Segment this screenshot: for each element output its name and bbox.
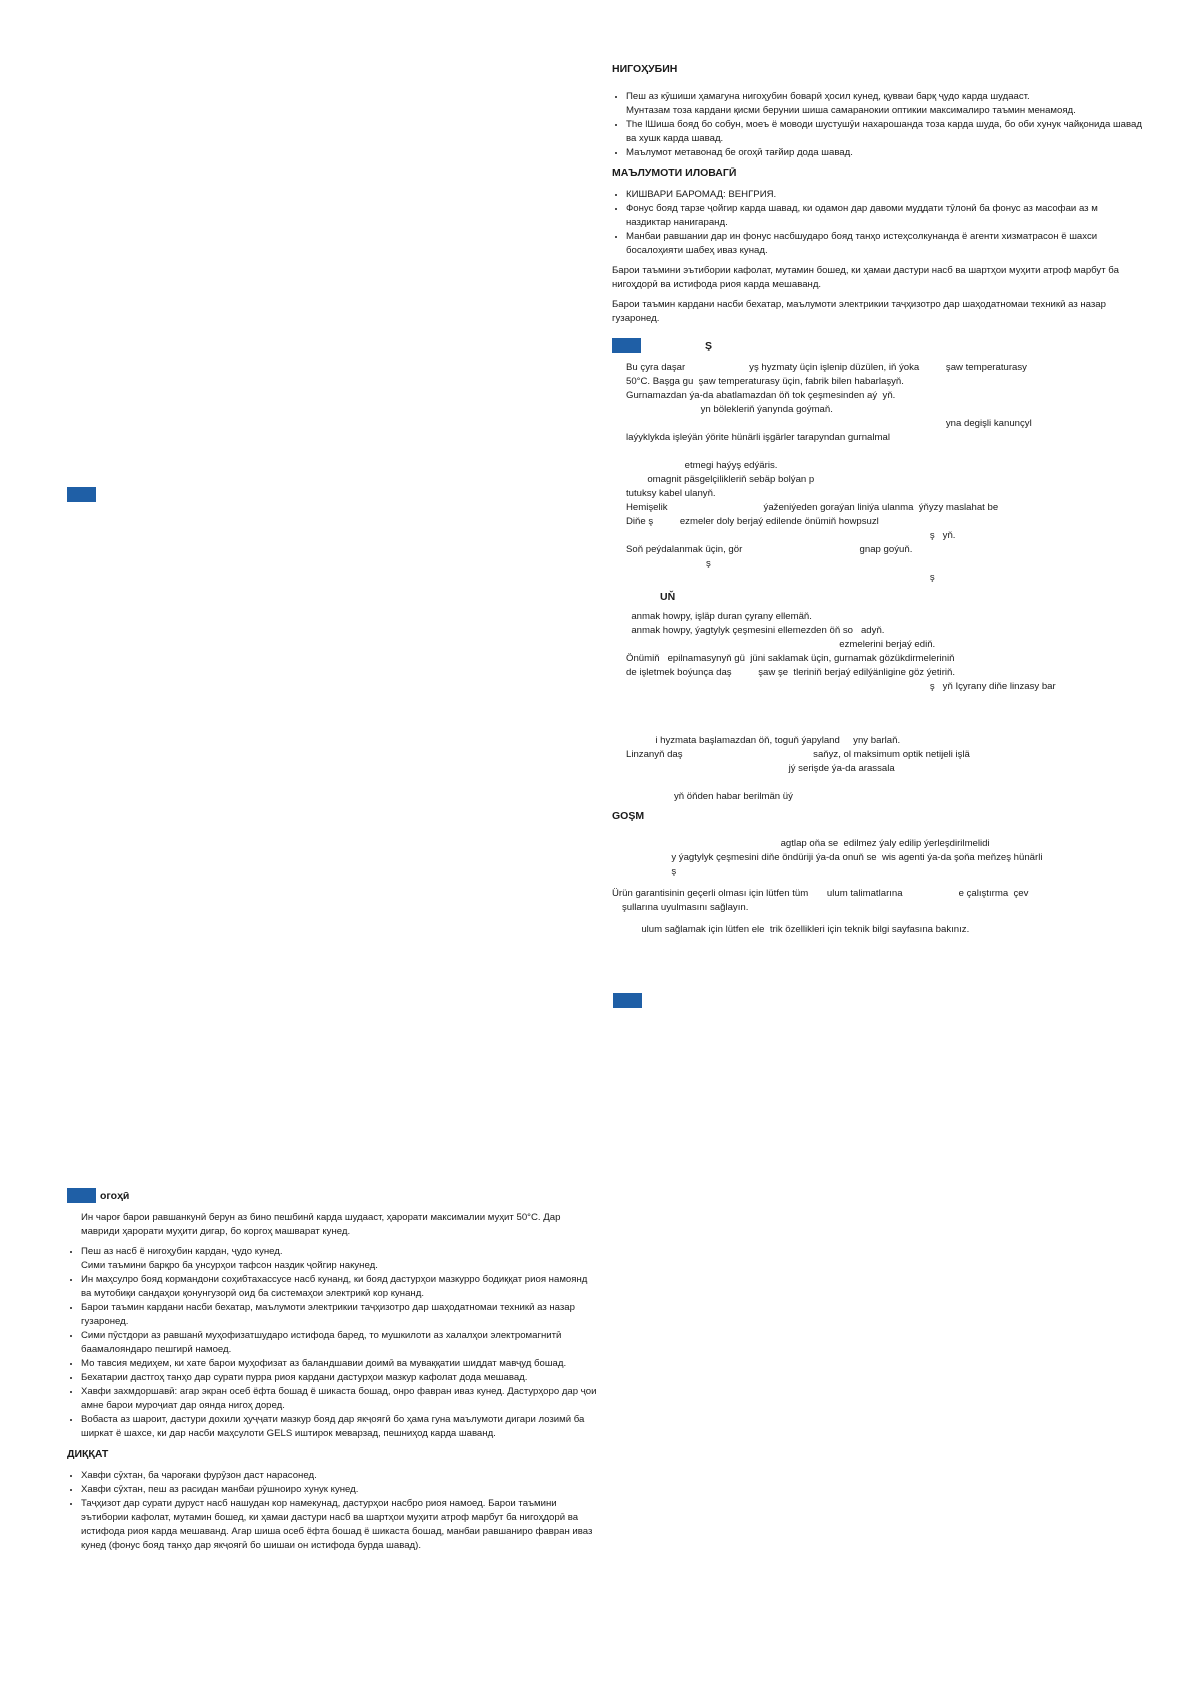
paragraph: Барои таъмин кардани насби бехатар, маълумоти электрикии таҷҳизотро дар шаҳодатномаи техникӣ аз назар гузаронед. [612, 299, 1106, 324]
list-item: • Хавфи сӯхтан, ба чароғаки фурӯзон даст нарасонед. [81, 1469, 597, 1483]
right-column [612, 62, 1142, 937]
turkmen-lines-4 [612, 837, 1142, 879]
paragraph: ulum sağlamak için lütfen ele trik özellikleri için teknik bilgi sayfasına bakınız. [612, 924, 970, 935]
text-line: yn bölekleriň ýanynda goýmaň. [626, 404, 833, 415]
list-item: • КИШВАРИ БАРОМАД: ВЕНГРИЯ. [626, 188, 1142, 202]
caution-list [67, 1469, 597, 1553]
text-line: Bu çyra daşar yş hyzmaty üçin işlenip düzülen, iň ýoka şaw temperaturasy [626, 362, 1027, 373]
paragraph: Барои таъмини эътибории кафолат, мутамин бошед, ки ҳамаи дастури насб ва шартҳои муҳити атроф марбут ба нигоҳдорӣ ва истифода риоя карда мешаванд. [612, 265, 1119, 290]
additional-list [612, 188, 1142, 258]
heading-turkmen-additional: GOŞM [612, 809, 645, 822]
text-line: anmak howpy, ýagtylyk çeşmesini ellemezden öň so adyň. [626, 625, 885, 636]
list-item: • Хавфи захмдоршавӣ: агар экран осеб ёфта бошад ё шикаста бошад, онро фавран иваз кунед. Дастурҳоро дар ҷои амне барои муроҷиат дар оянда нигоҳ доред. [81, 1385, 597, 1413]
text-line: Diňe ş ezmeler doly berjaý edilende önümiň howpsuzl [626, 515, 879, 527]
language-marker [612, 338, 641, 353]
language-marker [67, 1188, 96, 1203]
list-item: • Вобаста аз шароит, дастури дохили ҳуҷҷати мазкур бояд дар якҷоягӣ бо ҳама гуна маълумоти дигари лозимӣ ба ширкат ё шахсе, ки дар насби маҳсулоти GELS иштирок меварзад, пешниҳод карда шаванд. [81, 1413, 597, 1441]
maintenance-list [612, 90, 1142, 160]
list-item: • Таҷҳизот дар сурати дуруст насб нашудан кор намекунад, дастурҳои насбро риоя намоед. Барои таъмини эътибории кафолат, мутамин бошед, ки ҳамаи дастури насб ва шартҳои муҳити атроф марбут ба нигоҳдорӣ ва истифода риоя карда мешаванд. Агар шиша осеб ёфта бошад ё шикаста бошад, манбаи равшаниро фавран иваз кунед (фонус бояд танҳо дар якҷоягӣ бо шишаи он истифода бурда шавад). [81, 1497, 597, 1553]
text-line: Linzanyň daş saňyz, ol maksimum optik netijeli işlä [626, 749, 970, 760]
text-line [626, 776, 1142, 790]
turkmen-section [612, 338, 1142, 937]
heading-turkmen: Ş [612, 338, 1142, 353]
text-line: etmegi haýyş edýäris. [626, 459, 778, 471]
text-line: yň öňden habar berilmän üý [626, 790, 793, 802]
list-item: • The lШиша бояд бо собун, моеъ ё моводи шустушӯи нахарошанда тоза карда шуда, бо оби хунук чайқонида шавад ва хушк карда шавад. [626, 118, 1142, 146]
text-line: de işletmek boýunça daş şaw şe tleriniň berjaý edilýänligine göz ýetiriň. [626, 667, 956, 678]
language-marker-left-mid [67, 487, 96, 502]
list-item: Сими таъмини барқро ба унсурҳои тафсон наздик ҷойгир накунед. [81, 1260, 378, 1271]
list-item: • Хавфи сӯхтан, пеш аз расидан манбаи рӯшноиро хунук кунед. [81, 1483, 597, 1497]
text-line: laýyklykda işleýän ýörite hünärli işgärler tarapyndan gurnalmal [626, 432, 890, 443]
text-line: yna degişli kanunçyl [626, 418, 1032, 429]
turkmen-lines-2 [612, 610, 1142, 694]
heading-caution: ДИҚҚАТ [67, 1448, 109, 1460]
warning-list [67, 1245, 597, 1441]
list-item: • Манбаи равшании дар ин фонус насбшударо бояд танҳо истеҳсолкунанда ё агенти хизматрасон ё шахси босалоҳияти шабеҳ иваз кунад. [626, 230, 1142, 258]
list-item: • Барои таъмин кардани насби бехатар, маълумоти электрикии таҷҳизотро дар шаҳодатномаи техникӣ аз назар гузаронед. [81, 1301, 597, 1329]
language-marker-right-bottom [613, 993, 642, 1008]
text-line: ş yň. [626, 529, 956, 541]
list-item: • Ин маҳсулро бояд кормандони соҳибтахассусе насб кунанд, ки бояд дастурҳои мазкурро бодиққат риоя намоянд ва мутобиқи сандаҳои қонунгузорӣ оид ба системаҳои электрикӣ кор кунанд. [81, 1273, 597, 1301]
left-column [67, 1188, 597, 1559]
text-line: y ýagtylyk çeşmesini diňe öndüriji ýa-da onuň se wis agenti ýa-da şoňa meňzeş hünärli [626, 852, 1043, 863]
list-item: Мунтазам тоза кардани қисми берунии шиша самаранокии оптикии максималиро таъмин менамояд. [626, 105, 1076, 116]
text-line [626, 445, 1142, 459]
heading-warning: огоҳӣ [67, 1188, 597, 1203]
list-item: • Пеш аз кӯшиши ҳамагуна нигоҳубин боварӣ ҳосил кунед, қувваи барқ ҷудо карда шудааст. [626, 90, 1142, 104]
list-item: • Бехатарии дастгоҳ танҳо дар сурати пурра риоя кардани дастурҳои мазкур кафолат дода мешавад. [81, 1371, 597, 1385]
list-item: • Фонус бояд тарзе ҷойгир карда шавад, ки одамон дар давоми муддати тӯлонӣ ба фонус аз масофаи аз м наздиктар нанигаранд. [626, 202, 1142, 230]
text-line: Önümiň epilnamasynyň gü jüni saklamak üçin, gurnamak gözükdirmeleriniň [626, 653, 955, 664]
list-item: • Сими пӯстдори аз равшанӣ муҳофизатшударо истифода баред, то мушкилоти аз халалҳои электромагнитӣ бaамалояндаро пешгирӣ намоед. [81, 1329, 597, 1357]
text-line: ş [626, 571, 935, 583]
text-line: ezmelerini berjaý ediň. [626, 639, 936, 650]
text-line: 50°C. Başga gu şaw temperaturasy üçin, fabrik bilen habarlaşyň. [626, 376, 904, 387]
text-line: i hyzmata başlamazdan öň, toguň ýapyland yny barlaň. [626, 735, 901, 746]
heading-additional: МАЪЛУМОТИ ИЛОВАГӢ [612, 167, 737, 179]
text-line: ş yň Içyrany diňe linzasy bar [626, 681, 1056, 692]
paragraph: Ürün garantisinin geçerli olması için lütfen tüm ulum talimatlarına e çalıştırma çev [612, 888, 1029, 899]
text-line: anmak howpy, işläp duran çyrany ellemäň. [626, 611, 812, 622]
list-item: • Мо тавсия медиҳем, ки хате барои муҳофизат аз баландшавии доимӣ ва муваққатии шиддат мавҷуд бошад. [81, 1357, 597, 1371]
text-line: agtlap oňa se edilmez ýaly edilip ýerleşdirilmelidi [626, 838, 990, 849]
tajik-maintenance-section [612, 62, 1142, 326]
text-line: Soň peýdalanmak üçin, gör gnap goýuň. [626, 543, 913, 555]
heading-turkmen-caution: UŇ [660, 590, 676, 603]
text-line: Hemişelik ýaženiýeden goraýan liniýa ulanma ýňyzy maslahat be [626, 501, 999, 513]
list-item: • Маълумот метавонад бе огоҳӣ тағйир дода шавад. [626, 146, 1142, 160]
turkmen-lines-3 [612, 734, 1142, 804]
text-line: ş [626, 866, 677, 877]
list-item: • Пеш аз насб ё нигоҳубин кардан, ҷудо кунед. [81, 1245, 597, 1259]
heading-maintenance: НИГОҲУБИН [612, 63, 678, 75]
warning-intro: Ин чароғ барои равшанкунӣ берун аз бино пешбинӣ карда шудааст, ҳарорати максималии муҳит 50°C. Дар мавриди ҳарорати муҳити дигар, бо коргоҳ машварат кунед. [81, 1212, 561, 1237]
paragraph: şullarına uyulmasını sağlayın. [622, 902, 749, 913]
text-line: jý serişde ýa-da arassala [626, 763, 895, 774]
text-line: tutuksy kabel ulanyň. [626, 487, 716, 499]
text-line: Gurnamazdan ýa-da abatlamazdan öň tok çeşmesinden aý yň. [626, 390, 896, 401]
turkmen-lines [612, 361, 1142, 585]
text-line: ş [626, 557, 711, 569]
text-line: omagnit päsgelçilikleriň sebäp bolýan p [626, 473, 815, 485]
